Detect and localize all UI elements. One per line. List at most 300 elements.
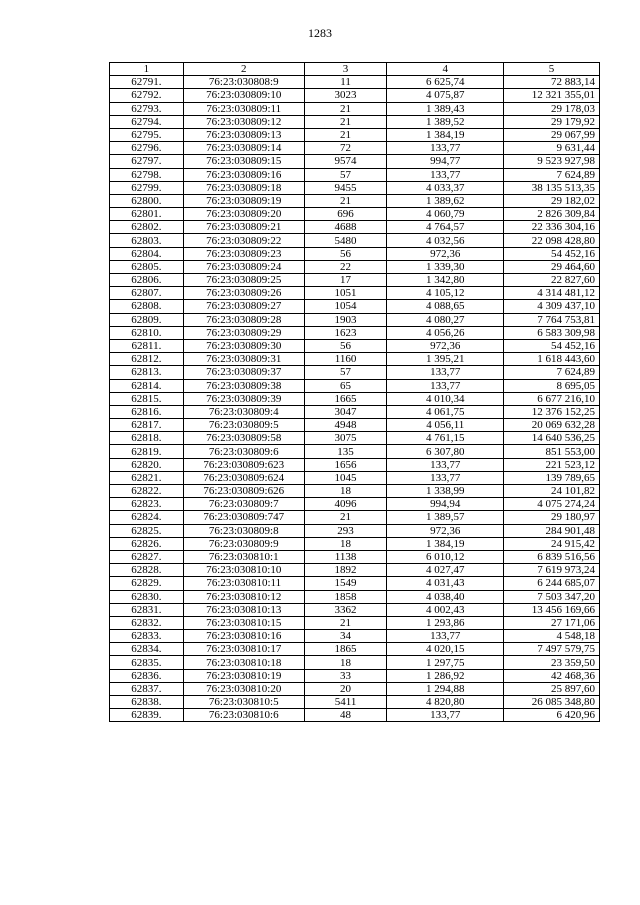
- specific-value-cell: 1 293,86: [387, 616, 504, 629]
- row-number-cell: 62795.: [110, 128, 184, 141]
- area-cell: 21: [304, 128, 387, 141]
- cadastral-value-cell: 6 583 309,98: [504, 326, 600, 339]
- cadastral-value-cell: 29 179,92: [504, 115, 600, 128]
- area-cell: 9574: [304, 155, 387, 168]
- area-cell: 65: [304, 379, 387, 392]
- cadastral-number-cell: 76:23:030809:18: [183, 181, 304, 194]
- cadastral-value-cell: 54 452,16: [504, 247, 600, 260]
- row-number-cell: 62833.: [110, 630, 184, 643]
- specific-value-cell: 1 384,19: [387, 537, 504, 550]
- cadastral-number-cell: 76:23:030809:623: [183, 458, 304, 471]
- cadastral-value-cell: 13 456 169,66: [504, 603, 600, 616]
- area-cell: 5480: [304, 234, 387, 247]
- table-row: [110, 300, 600, 313]
- specific-value-cell: 1 389,43: [387, 102, 504, 115]
- cadastral-number-cell: 76:23:030809:39: [183, 392, 304, 405]
- table-row: [110, 511, 600, 524]
- specific-value-cell: 1 389,57: [387, 511, 504, 524]
- row-number-cell: 62813.: [110, 366, 184, 379]
- cadastral-value-cell: 6 420,96: [504, 709, 600, 722]
- specific-value-cell: 4 002,43: [387, 603, 504, 616]
- table-row: [110, 682, 600, 695]
- area-cell: 21: [304, 616, 387, 629]
- table-row: [110, 537, 600, 550]
- cadastral-number-cell: 76:23:030809:20: [183, 208, 304, 221]
- cadastral-value-cell: 8 695,05: [504, 379, 600, 392]
- specific-value-cell: 4 088,65: [387, 300, 504, 313]
- area-cell: 293: [304, 524, 387, 537]
- specific-value-cell: 4 033,37: [387, 181, 504, 194]
- specific-value-cell: 4 027,47: [387, 564, 504, 577]
- row-number-cell: 62798.: [110, 168, 184, 181]
- cadastral-number-cell: 76:23:030809:16: [183, 168, 304, 181]
- specific-value-cell: 1 338,99: [387, 485, 504, 498]
- specific-value-cell: 133,77: [387, 142, 504, 155]
- specific-value-cell: 4 075,87: [387, 89, 504, 102]
- row-number-cell: 62797.: [110, 155, 184, 168]
- table-row: [110, 432, 600, 445]
- specific-value-cell: 1 395,21: [387, 353, 504, 366]
- cadastral-number-cell: 76:23:030809:29: [183, 326, 304, 339]
- cadastral-value-cell: 6 677 216,10: [504, 392, 600, 405]
- table-row: [110, 498, 600, 511]
- table-row: [110, 234, 600, 247]
- cadastral-value-cell: 29 180,97: [504, 511, 600, 524]
- row-number-cell: 62810.: [110, 326, 184, 339]
- specific-value-cell: 133,77: [387, 379, 504, 392]
- area-cell: 34: [304, 630, 387, 643]
- cadastral-number-cell: 76:23:030809:24: [183, 260, 304, 273]
- row-number-cell: 62806.: [110, 274, 184, 287]
- table-row: [110, 102, 600, 115]
- specific-value-cell: 1 286,92: [387, 669, 504, 682]
- table-row: [110, 392, 600, 405]
- cadastral-value-cell: 7 619 973,24: [504, 564, 600, 577]
- row-number-cell: 62826.: [110, 537, 184, 550]
- row-number-cell: 62799.: [110, 181, 184, 194]
- area-cell: 3023: [304, 89, 387, 102]
- cadastral-value-cell: 22 336 304,16: [504, 221, 600, 234]
- table-row: [110, 339, 600, 352]
- table-row: [110, 656, 600, 669]
- row-number-cell: 62794.: [110, 115, 184, 128]
- cadastral-value-cell: 22 098 428,80: [504, 234, 600, 247]
- table-row: [110, 630, 600, 643]
- area-cell: 4688: [304, 221, 387, 234]
- specific-value-cell: 1 294,88: [387, 682, 504, 695]
- table-row: [110, 89, 600, 102]
- area-cell: 3362: [304, 603, 387, 616]
- table-row: [110, 696, 600, 709]
- column-header: 5: [504, 63, 600, 76]
- cadastral-number-cell: 76:23:030809:6: [183, 445, 304, 458]
- row-number-cell: 62809.: [110, 313, 184, 326]
- row-number-cell: 62820.: [110, 458, 184, 471]
- cadastral-value-cell: 139 789,65: [504, 471, 600, 484]
- row-number-cell: 62821.: [110, 471, 184, 484]
- cadastral-value-cell: 4 309 437,10: [504, 300, 600, 313]
- area-cell: 21: [304, 115, 387, 128]
- cadastral-number-cell: 76:23:030810:19: [183, 669, 304, 682]
- cadastral-number-cell: 76:23:030809:14: [183, 142, 304, 155]
- specific-value-cell: 133,77: [387, 168, 504, 181]
- cadastral-number-cell: 76:23:030809:58: [183, 432, 304, 445]
- cadastral-value-cell: 54 452,16: [504, 339, 600, 352]
- cadastral-number-cell: 76:23:030809:26: [183, 287, 304, 300]
- cadastral-value-cell: 29 182,02: [504, 194, 600, 207]
- cadastral-number-cell: 76:23:030809:21: [183, 221, 304, 234]
- row-number-cell: 62835.: [110, 656, 184, 669]
- row-number-cell: 62822.: [110, 485, 184, 498]
- table-row: [110, 366, 600, 379]
- row-number-cell: 62803.: [110, 234, 184, 247]
- cadastral-number-cell: 76:23:030809:37: [183, 366, 304, 379]
- specific-value-cell: 133,77: [387, 471, 504, 484]
- row-number-cell: 62831.: [110, 603, 184, 616]
- area-cell: 1160: [304, 353, 387, 366]
- area-cell: 1623: [304, 326, 387, 339]
- area-cell: 48: [304, 709, 387, 722]
- row-number-cell: 62832.: [110, 616, 184, 629]
- row-number-cell: 62823.: [110, 498, 184, 511]
- cadastral-value-cell: 12 321 355,01: [504, 89, 600, 102]
- specific-value-cell: 972,36: [387, 524, 504, 537]
- cadastral-value-cell: 7 764 753,81: [504, 313, 600, 326]
- cadastral-number-cell: 76:23:030810:16: [183, 630, 304, 643]
- cadastral-number-cell: 76:23:030809:38: [183, 379, 304, 392]
- row-number-cell: 62796.: [110, 142, 184, 155]
- cadastral-value-cell: 29 067,99: [504, 128, 600, 141]
- cadastral-value-cell: 29 178,03: [504, 102, 600, 115]
- specific-value-cell: 4 764,57: [387, 221, 504, 234]
- specific-value-cell: 133,77: [387, 458, 504, 471]
- table-row: [110, 616, 600, 629]
- cadastral-value-cell: 1 618 443,60: [504, 353, 600, 366]
- cadastral-number-cell: 76:23:030809:624: [183, 471, 304, 484]
- cadastral-value-cell: 20 069 632,28: [504, 419, 600, 432]
- area-cell: 1051: [304, 287, 387, 300]
- cadastral-number-cell: 76:23:030810:13: [183, 603, 304, 616]
- area-cell: 1665: [304, 392, 387, 405]
- specific-value-cell: 6 010,12: [387, 550, 504, 563]
- specific-value-cell: 4 020,15: [387, 643, 504, 656]
- cadastral-number-cell: 76:23:030809:13: [183, 128, 304, 141]
- cadastral-number-cell: 76:23:030809:15: [183, 155, 304, 168]
- area-cell: 20: [304, 682, 387, 695]
- cadastral-number-cell: 76:23:030809:9: [183, 537, 304, 550]
- specific-value-cell: 133,77: [387, 709, 504, 722]
- cadastral-value-cell: 2 826 309,84: [504, 208, 600, 221]
- cadastral-number-cell: 76:23:030810:15: [183, 616, 304, 629]
- area-cell: 57: [304, 366, 387, 379]
- area-cell: 4096: [304, 498, 387, 511]
- table-row: [110, 458, 600, 471]
- specific-value-cell: 4 038,40: [387, 590, 504, 603]
- row-number-cell: 62791.: [110, 76, 184, 89]
- cadastral-value-cell: 851 553,00: [504, 445, 600, 458]
- cadastral-value-cell: 9 523 927,98: [504, 155, 600, 168]
- area-cell: 1892: [304, 564, 387, 577]
- cadastral-number-cell: 76:23:030810:6: [183, 709, 304, 722]
- specific-value-cell: 1 389,52: [387, 115, 504, 128]
- table-body: [110, 76, 600, 722]
- specific-value-cell: 6 307,80: [387, 445, 504, 458]
- cadastral-number-cell: 76:23:030810:18: [183, 656, 304, 669]
- row-number-cell: 62808.: [110, 300, 184, 313]
- area-cell: 5411: [304, 696, 387, 709]
- cadastral-number-cell: 76:23:030809:27: [183, 300, 304, 313]
- table-row: [110, 247, 600, 260]
- table-row: [110, 669, 600, 682]
- specific-value-cell: 133,77: [387, 630, 504, 643]
- row-number-cell: 62828.: [110, 564, 184, 577]
- table-row: [110, 445, 600, 458]
- area-cell: 1054: [304, 300, 387, 313]
- cadastral-number-cell: 76:23:030809:12: [183, 115, 304, 128]
- area-cell: 1656: [304, 458, 387, 471]
- row-number-cell: 62816.: [110, 405, 184, 418]
- row-number-cell: 62818.: [110, 432, 184, 445]
- table-row: [110, 287, 600, 300]
- cadastral-value-cell: 7 497 579,75: [504, 643, 600, 656]
- cadastral-number-cell: 76:23:030810:5: [183, 696, 304, 709]
- row-number-cell: 62825.: [110, 524, 184, 537]
- specific-value-cell: 4 060,79: [387, 208, 504, 221]
- cadastral-value-cell: 6 244 685,07: [504, 577, 600, 590]
- column-number-header-row: [110, 63, 600, 76]
- table-row: [110, 194, 600, 207]
- table-row: [110, 142, 600, 155]
- cadastral-value-cell: 12 376 152,25: [504, 405, 600, 418]
- cadastral-number-cell: 76:23:030809:4: [183, 405, 304, 418]
- specific-value-cell: 4 761,15: [387, 432, 504, 445]
- cadastral-value-cell: 24 101,82: [504, 485, 600, 498]
- area-cell: 1549: [304, 577, 387, 590]
- cadastral-value-cell: 6 839 516,56: [504, 550, 600, 563]
- cadastral-value-cell: 7 503 347,20: [504, 590, 600, 603]
- specific-value-cell: 1 384,19: [387, 128, 504, 141]
- table-row: [110, 128, 600, 141]
- row-number-cell: 62805.: [110, 260, 184, 273]
- cadastral-value-cell: 42 468,36: [504, 669, 600, 682]
- cadastral-number-cell: 76:23:030809:25: [183, 274, 304, 287]
- cadastral-number-cell: 76:23:030809:31: [183, 353, 304, 366]
- area-cell: 56: [304, 339, 387, 352]
- table-row: [110, 709, 600, 722]
- specific-value-cell: 4 105,12: [387, 287, 504, 300]
- row-number-cell: 62834.: [110, 643, 184, 656]
- table-row: [110, 155, 600, 168]
- area-cell: 3075: [304, 432, 387, 445]
- area-cell: 1865: [304, 643, 387, 656]
- cadastral-value-cell: 14 640 536,25: [504, 432, 600, 445]
- table-row: [110, 590, 600, 603]
- cadastral-value-cell: 4 314 481,12: [504, 287, 600, 300]
- cadastral-value-cell: 4 075 274,24: [504, 498, 600, 511]
- row-number-cell: 62800.: [110, 194, 184, 207]
- cadastral-number-cell: 76:23:030809:10: [183, 89, 304, 102]
- row-number-cell: 62817.: [110, 419, 184, 432]
- area-cell: 11: [304, 76, 387, 89]
- table-row: [110, 603, 600, 616]
- cadastral-number-cell: 76:23:030810:11: [183, 577, 304, 590]
- cadastral-value-cell: 27 171,06: [504, 616, 600, 629]
- row-number-cell: 62837.: [110, 682, 184, 695]
- cadastral-value-cell: 26 085 348,80: [504, 696, 600, 709]
- area-cell: 9455: [304, 181, 387, 194]
- specific-value-cell: 1 297,75: [387, 656, 504, 669]
- cadastral-number-cell: 76:23:030810:10: [183, 564, 304, 577]
- row-number-cell: 62793.: [110, 102, 184, 115]
- specific-value-cell: 4 056,11: [387, 419, 504, 432]
- cadastral-value-cell: 9 631,44: [504, 142, 600, 155]
- table-row: [110, 221, 600, 234]
- cadastral-value-cell: 25 897,60: [504, 682, 600, 695]
- area-cell: 56: [304, 247, 387, 260]
- cadastral-number-cell: 76:23:030809:747: [183, 511, 304, 524]
- area-cell: 22: [304, 260, 387, 273]
- row-number-cell: 62824.: [110, 511, 184, 524]
- area-cell: 21: [304, 511, 387, 524]
- specific-value-cell: 1 389,62: [387, 194, 504, 207]
- table-row: [110, 577, 600, 590]
- table-row: [110, 419, 600, 432]
- area-cell: 21: [304, 194, 387, 207]
- cadastral-number-cell: 76:23:030809:22: [183, 234, 304, 247]
- specific-value-cell: 4 056,26: [387, 326, 504, 339]
- cadastral-value-cell: 38 135 513,35: [504, 181, 600, 194]
- specific-value-cell: 994,94: [387, 498, 504, 511]
- table-row: [110, 471, 600, 484]
- column-header: 2: [183, 63, 304, 76]
- table-row: [110, 313, 600, 326]
- specific-value-cell: 133,77: [387, 366, 504, 379]
- column-header: 3: [304, 63, 387, 76]
- table-row: [110, 379, 600, 392]
- area-cell: 17: [304, 274, 387, 287]
- page-number: 1283: [308, 26, 332, 40]
- cadastral-value-cell: 284 901,48: [504, 524, 600, 537]
- row-number-cell: 62814.: [110, 379, 184, 392]
- table-row: [110, 260, 600, 273]
- area-cell: 18: [304, 485, 387, 498]
- cadastral-value-cell: 7 624,89: [504, 168, 600, 181]
- table-row: [110, 76, 600, 89]
- cadastral-number-cell: 76:23:030810:20: [183, 682, 304, 695]
- table-row: [110, 550, 600, 563]
- row-number-cell: 62838.: [110, 696, 184, 709]
- cadastral-value-cell: 24 915,42: [504, 537, 600, 550]
- table-row: [110, 115, 600, 128]
- area-cell: 33: [304, 669, 387, 682]
- cadastral-number-cell: 76:23:030809:8: [183, 524, 304, 537]
- row-number-cell: 62830.: [110, 590, 184, 603]
- cadastral-value-cell: 72 883,14: [504, 76, 600, 89]
- specific-value-cell: 4 010,34: [387, 392, 504, 405]
- cadastral-number-cell: 76:23:030808:9: [183, 76, 304, 89]
- cadastral-number-cell: 76:23:030809:23: [183, 247, 304, 260]
- row-number-cell: 62812.: [110, 353, 184, 366]
- cadastral-number-cell: 76:23:030810:1: [183, 550, 304, 563]
- table-row: [110, 208, 600, 221]
- cadastral-number-cell: 76:23:030809:19: [183, 194, 304, 207]
- cadastral-number-cell: 76:23:030809:28: [183, 313, 304, 326]
- table-row: [110, 168, 600, 181]
- area-cell: 1903: [304, 313, 387, 326]
- table-row: [110, 485, 600, 498]
- row-number-cell: 62807.: [110, 287, 184, 300]
- area-cell: 135: [304, 445, 387, 458]
- area-cell: 1858: [304, 590, 387, 603]
- table-row: [110, 326, 600, 339]
- specific-value-cell: 4 080,27: [387, 313, 504, 326]
- specific-value-cell: 1 342,80: [387, 274, 504, 287]
- area-cell: 21: [304, 102, 387, 115]
- cadastral-number-cell: 76:23:030809:11: [183, 102, 304, 115]
- cadastral-value-cell: 22 827,60: [504, 274, 600, 287]
- row-number-cell: 62829.: [110, 577, 184, 590]
- area-cell: 4948: [304, 419, 387, 432]
- specific-value-cell: 4 820,80: [387, 696, 504, 709]
- row-number-cell: 62836.: [110, 669, 184, 682]
- cadastral-value-cell: 29 464,60: [504, 260, 600, 273]
- area-cell: 3047: [304, 405, 387, 418]
- specific-value-cell: 1 339,30: [387, 260, 504, 273]
- area-cell: 1138: [304, 550, 387, 563]
- specific-value-cell: 972,36: [387, 247, 504, 260]
- cadastral-value-cell: 221 523,12: [504, 458, 600, 471]
- cadastral-value-cell: 7 624,89: [504, 366, 600, 379]
- area-cell: 696: [304, 208, 387, 221]
- table-row: [110, 274, 600, 287]
- cadastral-number-cell: 76:23:030809:30: [183, 339, 304, 352]
- column-header: 4: [387, 63, 504, 76]
- specific-value-cell: 6 625,74: [387, 76, 504, 89]
- specific-value-cell: 994,77: [387, 155, 504, 168]
- cadastral-value-cell: 4 548,18: [504, 630, 600, 643]
- specific-value-cell: 4 032,56: [387, 234, 504, 247]
- cadastral-value-table: [109, 62, 600, 722]
- specific-value-cell: 4 061,75: [387, 405, 504, 418]
- area-cell: 1045: [304, 471, 387, 484]
- cadastral-number-cell: 76:23:030810:17: [183, 643, 304, 656]
- row-number-cell: 62827.: [110, 550, 184, 563]
- cadastral-value-cell: 23 359,50: [504, 656, 600, 669]
- table-row: [110, 405, 600, 418]
- cadastral-number-cell: 76:23:030809:626: [183, 485, 304, 498]
- table-row: [110, 564, 600, 577]
- specific-value-cell: 972,36: [387, 339, 504, 352]
- row-number-cell: 62819.: [110, 445, 184, 458]
- cadastral-number-cell: 76:23:030809:5: [183, 419, 304, 432]
- row-number-cell: 62792.: [110, 89, 184, 102]
- specific-value-cell: 4 031,43: [387, 577, 504, 590]
- row-number-cell: 62801.: [110, 208, 184, 221]
- area-cell: 18: [304, 656, 387, 669]
- cadastral-number-cell: 76:23:030810:12: [183, 590, 304, 603]
- row-number-cell: 62839.: [110, 709, 184, 722]
- table-row: [110, 524, 600, 537]
- table-row: [110, 181, 600, 194]
- row-number-cell: 62802.: [110, 221, 184, 234]
- row-number-cell: 62811.: [110, 339, 184, 352]
- column-header: 1: [110, 63, 184, 76]
- area-cell: 72: [304, 142, 387, 155]
- area-cell: 57: [304, 168, 387, 181]
- table-row: [110, 353, 600, 366]
- area-cell: 18: [304, 537, 387, 550]
- cadastral-number-cell: 76:23:030809:7: [183, 498, 304, 511]
